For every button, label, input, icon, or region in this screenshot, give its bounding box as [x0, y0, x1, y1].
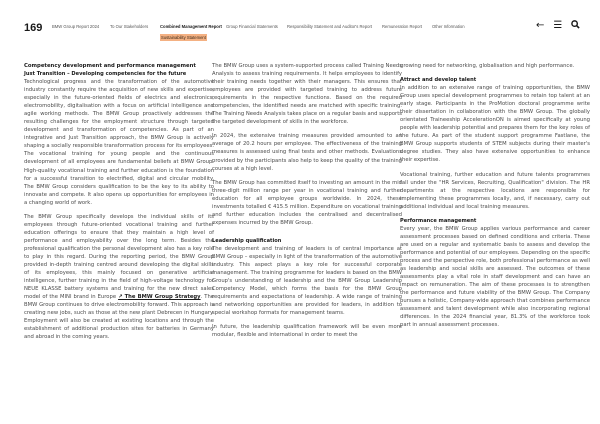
paragraph: In 2024, the extensive training measures provided amounted to an average of 20.2 hours per employee. The effectiveness of the training measures is assessed using final tests and other methods. Evaluations provided by the participants also help to keep the quality of the training courses at a high level. [212, 133, 402, 172]
strategy-link[interactable]: ↗ The BMW Group Strategy [118, 294, 201, 301]
nav-other-information[interactable]: Other Information [432, 24, 465, 29]
paragraph: In future, the leadership qualification framework will be even more modular, flexible and international in order to meet the [212, 324, 402, 339]
paragraph: In addition to an extensive range of training opportunities, the BMW Group uses special development programmes to retain top talent at an early stage. Participants in the ProMotion doctoral programme write their dissertation in collaboration with the BMW Group. The globally orientated Traineeship AccelerationON is aimed specifically at young people with leadership potential and prepares them for the key roles of the future. As part of the student support programme Fastlane, the BMW Group supports students of STEM subjects during their master's degree studies. They also have extensive opportunities to enhance their expertise. [400, 85, 590, 164]
nav-responsibility-statement[interactable]: Responsibility Statement and Auditor's Report [287, 24, 373, 29]
section-heading: Competency development and performance management [24, 63, 196, 69]
paragraph-text: . The BMW Group continues to drive electromobility forward. This approach is creating new jobs, such as those at the new plant Debrecen in Hungary. Employment will also be created at existing locations and through the establishment of additional production sites for batteries in Germany and abroad in the coming years. [24, 294, 215, 341]
paragraph: Every year, the BMW Group applies various performance and career assessment processes based on defined conditions and criteria. These are used on a regular and systematic basis to assess and develop the performance and potential of our employees. Depending on the specific process and the perspective role, both professional performance as well as leadership and social skills are assessed. The outcomes of these assessments play a vital role in staff development and can have an impact on remuneration. The aim of these processes is to strengthen the performance and future viability of the BMW Group. The Company pursues a holistic, Company-wide approach that combines performance assessment and talent development while also incorporating regional differences. In the 2024 financial year, 81.3% of the workforce took part in annual assessment processes. [400, 225, 590, 329]
search-icon[interactable] [571, 20, 580, 32]
menu-icon[interactable]: ☰ [553, 20, 563, 31]
column-left [24, 62, 214, 348]
section-subheading: Just Transition – Developing competencies for the future [24, 71, 187, 77]
performance-heading: Performance management [400, 217, 477, 224]
nav-group-financial-statements[interactable]: Group Financial Statements [226, 24, 278, 29]
paragraph: The development and training of leaders is of central importance at BMW Group – especially in light of the transformation of the automotive industry. This aspect plays a key role for successful corporate management. The training programme for leaders is based on the BMW Group's understanding of leadership and the BMW Group Leadership Competency Model, which forms the basis for the BMW Group requirements and expectations of leadership. A wide range of training and networking opportunities are provided for leaders, in addition to special workshop formats for management teams. [212, 245, 402, 317]
paragraph [24, 213, 214, 342]
nav-remuneration-report[interactable]: Remuneration Report [382, 24, 423, 29]
column-middle [212, 62, 402, 345]
talent-heading: Attract and develop talent [400, 77, 477, 84]
leadership-heading: Leadership qualification [212, 237, 282, 244]
back-arrow-icon[interactable]: ← [536, 20, 545, 31]
page-header [0, 0, 600, 44]
paragraph: growing need for networking, globalisation and high performance. [400, 63, 575, 69]
paragraph: The BMW Group has committed itself to investing an amount in the mid three-digit million range per year in vocational training and further education for all employee groups worldwide. In 2024, these investments totalled € 415.5 million. Expenditure on vocational training and further education includes the centralised and decentralised expenses incurred by the BMW Group. [212, 179, 402, 226]
paragraph: Technological progress and the transformation of the automotive industry constantly require the acquisition of new skills and expertise, especially in the future-oriented fields of electrics and electronics, electromobility, digitalisation with a focus on artificial intelligence and agile working methods. The BMW Group proactively addresses the resulting challenges for the employment structure through targeted development and transformation of competencies. As part of an integrative and Just Transition approach, the BMW Group is actively shaping a socially responsible transformation process for its employees. The vocational training for young people and the continuous development of all employees are fundamental beliefs at BMW Group. High-quality vocational training and further education is the foundation for a successful transition to electrified, digital and circular mobility. The BMW Group considers qualification to be the key to its ability to innovate and compete. It also opens up opportunities for employees in a changing world of work. [24, 79, 214, 206]
column-right [400, 62, 590, 335]
paragraph: Vocational training, further education and future talents programmes fall under the "HR Services, Recruiting, Qualification" division. The HR departments at the respective locations are responsible for implementing these programmes locally, and, if necessary, carry out additional individual and local training measures. [400, 171, 590, 210]
sub-nav-sustainability-statement[interactable]: Sustainability Statement [161, 35, 206, 40]
nav-report[interactable]: BMW Group Report 2024 [52, 24, 100, 29]
paragraph: The BMW Group uses a system-supported process called Training Needs Analysis to assess training requirements. It helps employees to identify their training needs together with their managers. This ensures that employees are provided with targeted training to address future requirements in the respective functions. Based on the required competencies, the identified needs are matched with specific training. The Training Needs Analysis takes place on a regular basis and supports the targeted development of skills in the workforce. [212, 63, 402, 126]
header-icons [536, 20, 580, 32]
paragraph-text: The BMW Group specifically develops the individual skills of its employees through future-oriented vocational training and further education offerings to ensure that they maintain a high level of performance and employability over the long term. Besides the professional qualification the personal development also has a key role to play in this regard. During the reporting period, the BMW Group provided in-depth training centred around developing the digital skills of its employees, this mainly focused on generative artificial intelligence, further training in the field of high-voltage technology for NEUE KLASSE battery systems and training for the new direct sales model of the MINI brand in Europe [24, 213, 214, 301]
page-number: 169 [24, 22, 43, 34]
nav-combined-management-report[interactable]: Combined Management Report [160, 24, 222, 29]
nav-stakeholders[interactable]: To Our Stakeholders [110, 24, 149, 29]
